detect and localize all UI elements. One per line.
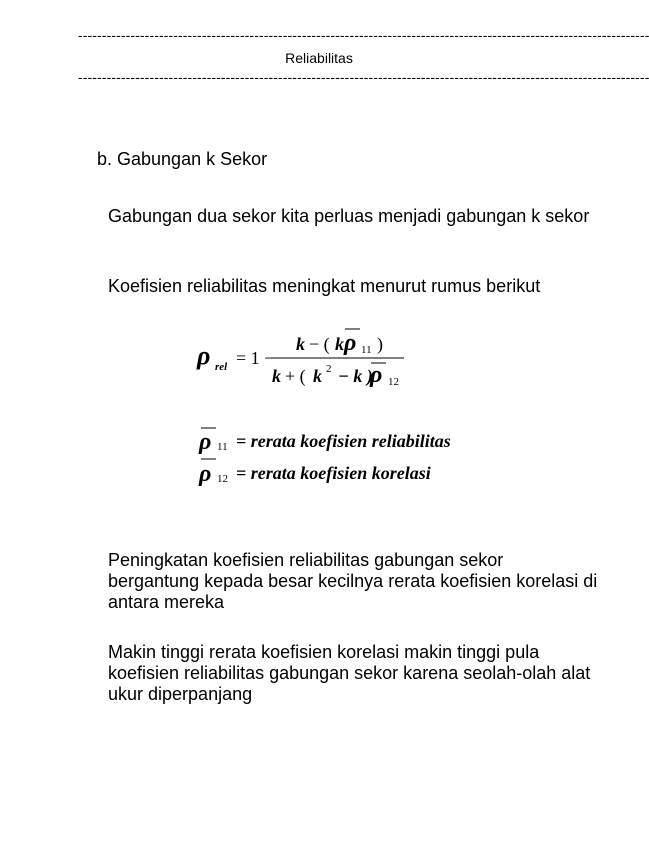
def2-sub: 12 bbox=[217, 473, 228, 485]
paragraph-1: Gabungan dua sekor kita perluas menjadi gabungan k sekor bbox=[108, 206, 590, 226]
header-title: Reliabilitas bbox=[285, 50, 353, 66]
rel-subscript: rel bbox=[215, 361, 228, 373]
paragraph-2: Koefisien reliabilitas meningkat menurut rumus berikut bbox=[108, 276, 541, 296]
equals-one-minus: = 1 − bbox=[236, 348, 275, 368]
numerator-rho: ρ bbox=[344, 330, 357, 356]
reliability-formula bbox=[0, 320, 638, 520]
numerator-close-paren: ) bbox=[377, 334, 383, 354]
def1-text: = rerata koefisien reliabilitas bbox=[236, 431, 451, 451]
header-divider-top: ------------------------------------------------------------------------------------------------------------------------ bbox=[78, 27, 649, 43]
denominator-k: k bbox=[272, 366, 281, 386]
numerator-sub11: 11 bbox=[361, 344, 372, 356]
def1-rho: ρ bbox=[199, 429, 212, 455]
denominator-rho: ρ bbox=[370, 362, 383, 388]
numerator-k: k bbox=[296, 334, 305, 354]
numerator-k2: k bbox=[335, 334, 344, 354]
def2-rho: ρ bbox=[199, 461, 212, 487]
denominator-sup2: 2 bbox=[326, 363, 332, 375]
paragraph-4: Makin tinggi rerata koefisien korelasi makin tinggi pula koefisien reliabilitas gabungan sekor karena seolah-olah alat ukur diperpanjang bbox=[108, 642, 591, 704]
denominator-k2: k bbox=[313, 366, 322, 386]
denominator-minus-k: − k ) bbox=[338, 366, 373, 386]
numerator-minus-paren: − ( bbox=[309, 334, 330, 354]
section-heading: b. Gabungan k Sekor bbox=[97, 149, 268, 169]
header-divider-bottom: ------------------------------------------------------------------------------------------------------------------------ bbox=[78, 69, 649, 85]
def1-sub: 11 bbox=[217, 441, 228, 453]
denominator-plus-paren: + ( bbox=[285, 366, 306, 386]
paragraph-3: Peningkatan koefisien reliabilitas gabungan sekor bergantung kepada besar kecilnya rerata koefisien korelasi di antara mereka bbox=[108, 550, 598, 612]
rho-symbol: ρ bbox=[197, 341, 211, 370]
denominator-sub12: 12 bbox=[388, 376, 399, 388]
def2-text: = rerata koefisien korelasi bbox=[236, 463, 431, 483]
